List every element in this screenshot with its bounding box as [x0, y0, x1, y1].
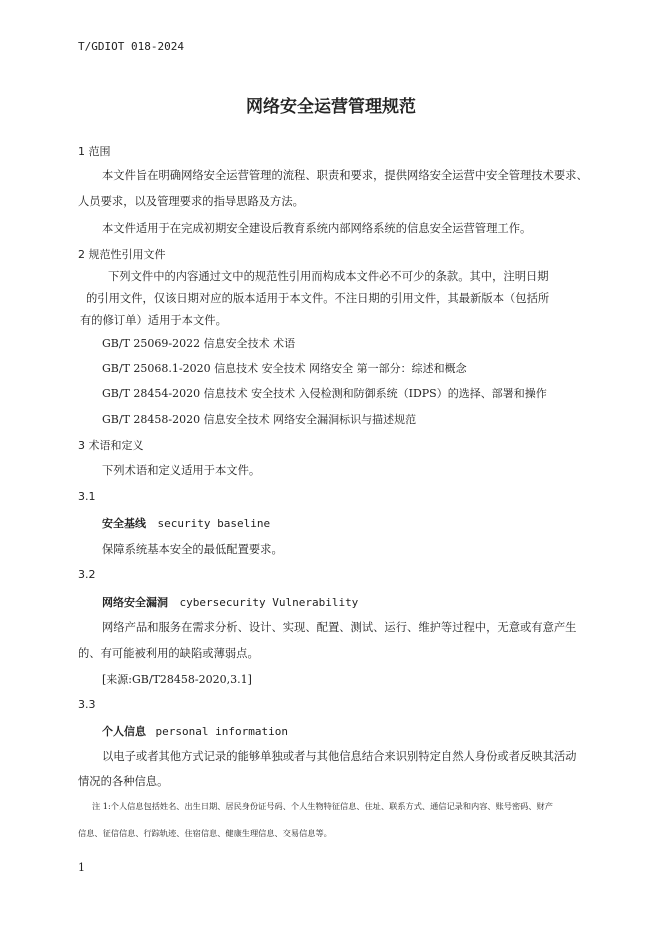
- term-english: security baseline: [157, 517, 271, 530]
- term-definition-line-1: 以电子或者其他方式记录的能够单独或者与其他信息结合来识别特定自然人身份或者反映其活动: [102, 750, 577, 763]
- term-chinese: 个人信息: [102, 725, 146, 738]
- reference-item: GB/T 25068.1-2020 信息技术 安全技术 网络安全 第一部分：综述和概念: [102, 362, 467, 375]
- references-intro-line-2: 的引用文件，仅该日期对应的版本适用于本文件。不注日期的引用文件，其最新版本（包括所: [86, 292, 550, 305]
- section-heading-normative-references: 2 规范性引用文件: [78, 248, 166, 261]
- document-code: T/GDIOT 018-2024: [78, 40, 184, 53]
- term-number: 3.1: [78, 490, 96, 503]
- page-title: 网络安全运营管理规范: [246, 97, 416, 117]
- term-title: [102, 594, 358, 610]
- reference-item: GB/T 25069-2022 信息安全技术 术语: [102, 337, 296, 350]
- reference-item: GB/T 28458-2020 信息安全技术 网络安全漏洞标识与描述规范: [102, 413, 417, 426]
- page-number: 1: [78, 861, 85, 874]
- term-note-line-1: 注 1:个人信息包括姓名、出生日期、居民身份证号码、个人生物特征信息、住址、联系方式、通信记录和内容、账号密码、财产: [92, 801, 553, 811]
- section-heading-terms: 3 术语和定义: [78, 439, 144, 452]
- term-definition-line-2: 情况的各种信息。: [78, 775, 169, 788]
- references-intro-line-3: 有的修订单）适用于本文件。: [80, 314, 227, 327]
- term-number: 3.2: [78, 568, 96, 581]
- term-definition-line-1: 网络产品和服务在需求分析、设计、实现、配置、测试、运行、维护等过程中，无意或有意产生: [102, 621, 577, 634]
- term-number: 3.3: [78, 698, 96, 711]
- term-title: [102, 723, 288, 739]
- terms-intro: 下列术语和定义适用于本文件。: [102, 464, 261, 477]
- reference-item: GB/T 28454-2020 信息技术 安全技术 入侵检测和防御系统（IDPS）的选择、部署和操作: [102, 387, 547, 400]
- scope-paragraph-2: 本文件适用于在完成初期安全建设后教育系统内部网络系统的信息安全运营管理工作。: [102, 222, 532, 235]
- term-definition-line-2: 的、有可能被利用的缺陷或薄弱点。: [78, 647, 259, 660]
- section-heading-scope: 1 范围: [78, 145, 111, 158]
- scope-paragraph-1-line-1: 本文件旨在明确网络安全运营管理的流程、职责和要求，提供网络安全运营中安全管理技术要求、: [102, 169, 588, 182]
- term-english: cybersecurity Vulnerability: [179, 596, 359, 609]
- term-english: personal information: [155, 725, 288, 738]
- term-definition: 保障系统基本安全的最低配置要求。: [102, 543, 283, 556]
- term-chinese: 安全基线: [102, 517, 146, 530]
- term-note-line-2: 信息、征信信息、行踪轨迹、住宿信息、健康生理信息、交易信息等。: [78, 828, 332, 838]
- scope-paragraph-1-line-2: 人员要求，以及管理要求的指导思路及方法。: [78, 195, 304, 208]
- term-title: [102, 515, 270, 531]
- term-source: [来源:GB/T28458-2020,3.1]: [102, 673, 252, 686]
- term-chinese: 网络安全漏洞: [102, 596, 168, 609]
- references-intro-line-1: 下列文件中的内容通过文中的规范性引用而构成本文件必不可少的条款。其中，注明日期: [108, 270, 549, 283]
